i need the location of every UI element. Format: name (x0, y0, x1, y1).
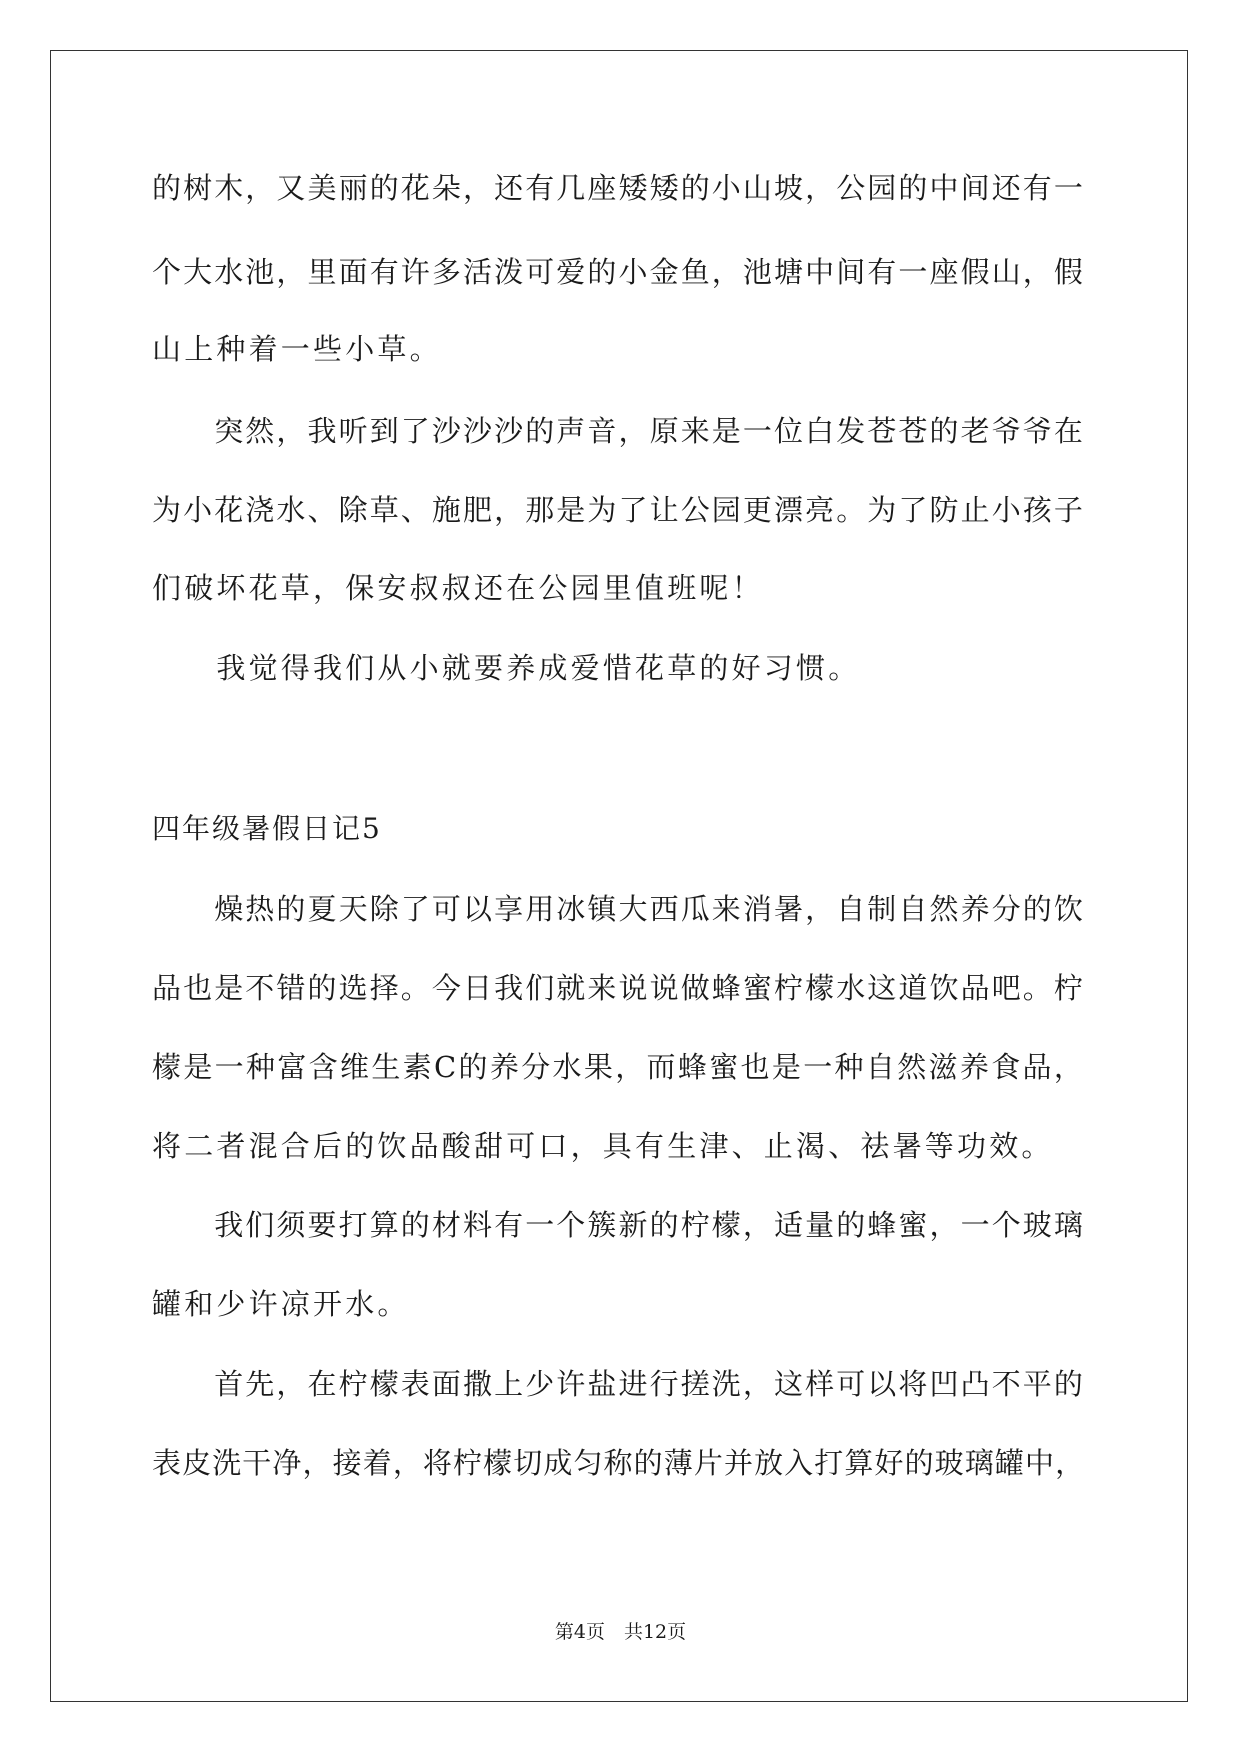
body-line: 首先，在柠檬表面撒上少许盐进行搓洗，这样可以将凹凸不平的 (152, 1367, 1086, 1401)
body-line: 檬是一种富含维生素C的养分水果，而蜂蜜也是一种自然滋养食品， (152, 1050, 1086, 1084)
page-number-footer: 第4页 共12页 (554, 1621, 687, 1643)
body-line: 山上种着一些小草。 (152, 332, 442, 366)
body-line: 的树木，又美丽的花朵，还有几座矮矮的小山坡，公园的中间还有一 (152, 171, 1086, 205)
body-line: 将二者混合后的饮品酸甜可口，具有生津、止渴、祛暑等功效。 (152, 1129, 1054, 1163)
body-line: 燥热的夏天除了可以享用冰镇大西瓜来消暑，自制自然养分的饮 (152, 892, 1086, 926)
body-line: 为小花浇水、除草、施肥，那是为了让公园更漂亮。为了防止小孩子 (152, 493, 1086, 527)
body-line: 我们须要打算的材料有一个簇新的柠檬，适量的蜂蜜，一个玻璃 (152, 1208, 1086, 1242)
body-line: 表皮洗干净，接着，将柠檬切成匀称的薄片并放入打算好的玻璃罐中， (152, 1446, 1086, 1480)
body-line: 突然，我听到了沙沙沙的声音，原来是一位白发苍苍的老爷爷在 (152, 414, 1086, 448)
body-line: 们破坏花草，保安叔叔还在公园里值班呢！ (152, 571, 764, 605)
section-heading: 四年级暑假日记5 (152, 812, 382, 845)
body-line: 个大水池，里面有许多活泼可爱的小金鱼，池塘中间有一座假山，假 (152, 255, 1086, 289)
body-line: 品也是不错的选择。今日我们就来说说做蜂蜜柠檬水这道饮品吧。柠 (152, 971, 1086, 1005)
body-line: 罐和少许凉开水。 (152, 1287, 410, 1321)
body-line: 我觉得我们从小就要养成爱惜花草的好习惯。 (152, 651, 861, 685)
